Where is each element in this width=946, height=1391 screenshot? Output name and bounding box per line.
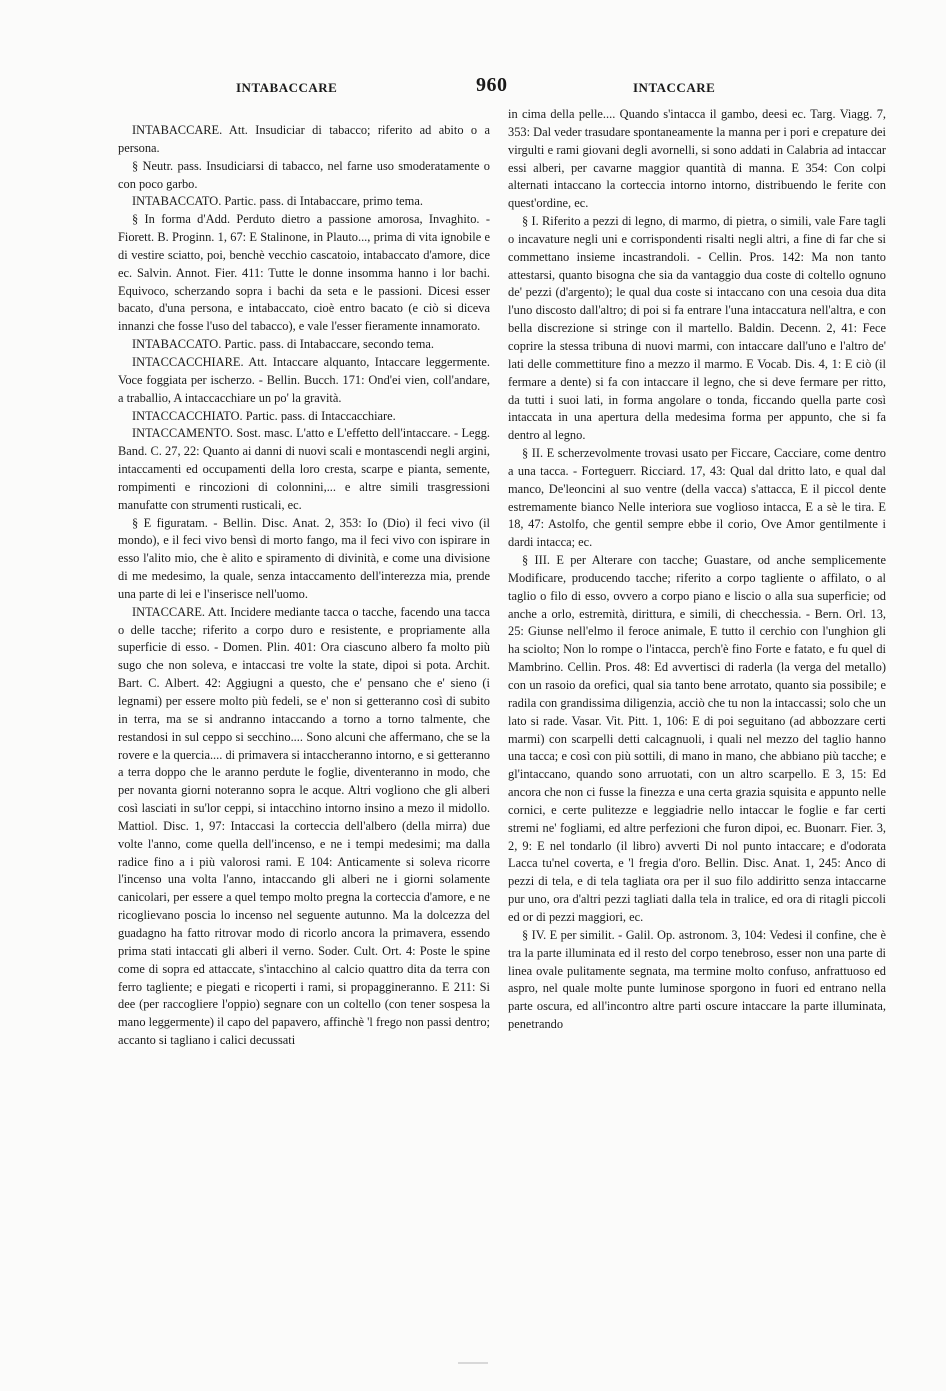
running-head-right: INTACCARE — [633, 80, 716, 95]
right-column — [508, 106, 886, 1034]
entry-paragraph: in cima della pelle.... Quando s'intacca il gambo, deesi ec. Targ. Viagg. 7, 353: Dal veder trasudare spontaneamente la manna per i pori e crepature dei virgulti e rami giovani degli avornelli, si sono addati in Calabria ad intaccar essi alberi, per cavarne maggior quantità di manna. E 354: Con colpi alternati intaccano la corteccia intorno intorno, distribuendo le ferite con quest'ordine, ec. — [508, 107, 886, 211]
entry-paragraph: INTACCARE. Att. Incidere mediante tacca o tacche, facendo una tacca o delle tacche; riferito a corpo duro e resistente, e propriamente alla superficie di esso. - Domen. Plin. 401: Ora ciascuno albero fa molto più sugo che non soleva, e intaccasi tre volte la state, dipoi si pota. Archit. Bart. C. Albert. 42: Aggiugni a questo, che e' pensano che e' sieno (i legnami) per essere molto più fedeli, se e' non si getteranno così di subito in terra, ma se si andranno intaccando a torno a torno talmente, che restandosi in sul ceppo si secchino.... Sono alcuni che affermano, che se la rovere e la quercia.... di primavera si intaccheranno intorno, e si getteranno a terra doppo che le aranno perdute le foglie, diventeranno in modo, che per novanta giorni noteranno sopra le acque. Altri vogliono che gli alberi così lasciati in su'lor ceppi, si intacchino intorno insino a mezo il midollo. Mattiol. Disc. 1, 97: Intaccasi la corteccia dell'albero (della mirra) due volte l'anno, come quella dell'incenso, e ne i tempi medesimi; ma dalla radice fino a i più valorosi rami. E 104: Anticamente si soleva ricorre l'incenso una volta l'anno, intaccando gli alberi ne i giorni solamente canicolari, per essere a quel tempo molto pregna la corteccia d'amore, e ne ricoglievano poscia lo incenso nel seguente autunno. Ma la dolcezza del guadagno ha fatto ritrovar modo di ricorlo ancora la primavera, essendo prima stati intaccati gli alberi il verno. Soder. Cult. Ort. 4: Poste le spine come di sopra ed attaccate, s'intacchino al calcio quattro dita da terra con ferro tagliente; e piegati e ricoperti i rami, si propaggineranno. E 211: Si dee (per raccogliere l'oppio) segnare con un coltello (con tener sospesa la mano leggermente) il capo del papavero, affinchè 'l frego non passi dentro; accanto si tagliano i calici decussati — [118, 604, 490, 1048]
entry-paragraph: § III. E per Alterare con tacche; Guastare, od anche semplicemente Modificare, producendo tacche; riferito a corpo tagliente o affilato, o al taglio o filo di esso, ovvero a corpo piano e liscio o alla sua superficie; od anche a orlo, estremità, dirittura, e simili, di checchessia. - Bern. Orl. 13, 25: Giunse nell'elmo il feroce animale, E tutto il cerchio con l'unghion gli ha sciolto; Non lo rompe o l'intacca, perch'è fino Forte e fatato, e fu quel di Mambrino. Cellin. Pros. 48: Ed avvertisci di raderla (la verga del metallo) con un rasoio da orefici, qual sia tanto bene arrotato, quanto sia possibile; e radila con grandissima diligenzia, acciò che tu non la intaccassi; solo che un lato si rade. Vasar. Vit. Pitt. 1, 106: E di poi seguitano (ad abbozzare certi marmi) con scarpelli detti calcagnuoli, i quali nel mezzo del taglio hanno una tacca; e così con più sottili, di mano in mano, che abbiano più tacche; e gl'intaccano, quando sono arruotati, con un altro scarpello. E 3, 15: Ed ancora che non ci fusse la finezza e una certa grazia squisita e appunto nelle cornici, e certe pulitezze e leggiadrie nello intaccar le foglie e far certi stremi ne' fogliami, ed altre perfezioni che furon dipoi, ec. Buonarr. Fier. 3, 2, 9: E nel tondarlo (il libro) avverti Di nol punto intaccare; e d'odorata Lacca tu'nel coverta, e 'l fregia d'oro. Bellin. Disc. Anat. 1, 245: Anco di pezzi di tela, e di tela tagliata ora per il suo filo addiritto senza intaccarne pur uno, ora d'altri pezzi tagliati dalla tela in tralice, ed ora di ritagli piccoli ed or di pezzi maggiori, ec. — [508, 553, 886, 924]
left-column — [118, 122, 490, 1050]
entry-paragraph: INTACCACCHIATO. Partic. pass. di Intaccacchiare. — [132, 408, 396, 423]
entry-paragraph: § E figuratam. - Bellin. Disc. Anat. 2, 353: Io (Dio) il feci vivo (il mondo), e il feci vivo bensì di morto fango, ma il feci vivo con ispirare in esso l'alito mio, che è alito e spiramento di divinità, e come una divisione di me medesimo, la quale, senza intaccamento dell'interezza mia, prende una parte di lei e l'inserisce nell'uomo. — [118, 515, 490, 601]
entry-paragraph: INTABACCARE. Att. Insudiciar di tabacco; riferito ad abito o a persona. — [118, 123, 490, 155]
entry-paragraph: § Neutr. pass. Insudiciarsi di tabacco, nel farne uso smoderatamente o con poco garbo. — [118, 158, 490, 191]
entry-paragraph: INTABACCATO. Partic. pass. di Intabaccare, primo tema. — [132, 194, 423, 209]
entry-paragraph: § In forma d'Add. Perduto dietro a passione amorosa, Invaghito. - Fiorett. B. Proginn. 1, 67: E Stalinone, in Plauto..., prima di vita ignobile e di vestire sciatto, poi, benchè vecchio cascatoio, intabaccato d'amore, dice ec. Salvin. Annot. Fier. 411: Tutte le donne insomma hanno i lor bachi. Equivoco, scherzando sopra i bachi da seta e le passioni. Dicesi esser bacato, d'una persona, e intabaccato, cioè entro bacato (e ciò si diceva innanzi che fosse l'uso del tabacco), e vale l'esser fieramente innamorato. — [118, 212, 490, 334]
entry-paragraph: § II. E scherzevolmente trovasi usato per Ficcare, Cacciare, come dentro a una tacca. - Forteguerr. Ricciard. 17, 43: Qual dal dritto lato, e qual dal manco, De'leoncini al suo ventre (della vacca) s'attacca, E il piccol dente estremamente bianco Nelle interiora sue voglioso intacca, E a sè le tira. E 18, 47: Astolfo, che gentil sempre ebbe il corio, Ove Amor gentilmente i dardi intacca; ec. — [508, 446, 886, 550]
page-number: 960 — [476, 74, 508, 96]
page-bottom-mark — [458, 1362, 488, 1364]
entry-paragraph: INTACCAMENTO. Sost. masc. L'atto e L'effetto dell'intaccare. - Legg. Band. C. 27, 22: Quanto ai danni di nuovi scali e montascendi negli argini, intaccamenti ed occupamenti della loro cresta, scarpe e pianta, semente, rompimenti e rincozioni di colonnini,... e altre simili trasgressioni manufatte con strumenti rusticali, ec. — [118, 426, 490, 512]
running-head-left: INTABACCARE — [236, 80, 338, 95]
entry-paragraph: INTACCACCHIARE. Att. Intaccare alquanto, Intaccare leggermente. Voce foggiata per ischerzo. - Bellin. Bucch. 171: Ond'ei vien, coll'andare, a traballio, A intaccacchiare un po' la gravità. — [118, 354, 490, 405]
entry-paragraph: § IV. E per similit. - Galil. Op. astronom. 3, 104: Vedesi il confine, che è tra la parte illuminata ed il resto del corpo tenebroso, esser non una parte di linea ovale pulitamente segnata, ma termine molto confuso, anfrattuoso ed aspro, nel quale molte punte luminose sporgono in fuori ed entrano nella parte oscura, ed all'incontro altre parti oscure intaccare la parte illuminata, penetrando — [508, 927, 886, 1032]
entry-paragraph: INTABACCATO. Partic. pass. di Intabaccare, secondo tema. — [132, 337, 434, 352]
entry-paragraph: § I. Riferito a pezzi di legno, di marmo, di pietra, o simili, vale Fare tagli o incavature negli uni e corrispondenti risalti negli altri, a fine di far che si commettano insieme incastrandoli. - Cellin. Pros. 142: Ma non tanto attestarsi, quanto bisogna che sia da vantaggio dua coste di coltello ognuno de' pezzi (d'argento); le qual dua coste si intaccano con una cesoia dua dita l'uno discosto dall'altro; di poi si fa entrare l'una intaccatura nell'altra, e con bella discrezione si stringe con il martello. Baldin. Decenn. 2, 41: Fece coprire la stessa tribuna di nuovi marmi, con intaccare dall'uno e l'altro de' lati delle commettiture fino a mezzo il marmo. E Vocab. Dis. 4, 1: E ciò (il fermare a dente) si fa con intaccare il legno, che si deve fermare per ritto, da tutti i suoi lati, in forma angolare o tonda, ficcando quella parte così intaccata in una apertura della medesima forma per appunto, che si fa dentro al legno. — [508, 214, 886, 443]
